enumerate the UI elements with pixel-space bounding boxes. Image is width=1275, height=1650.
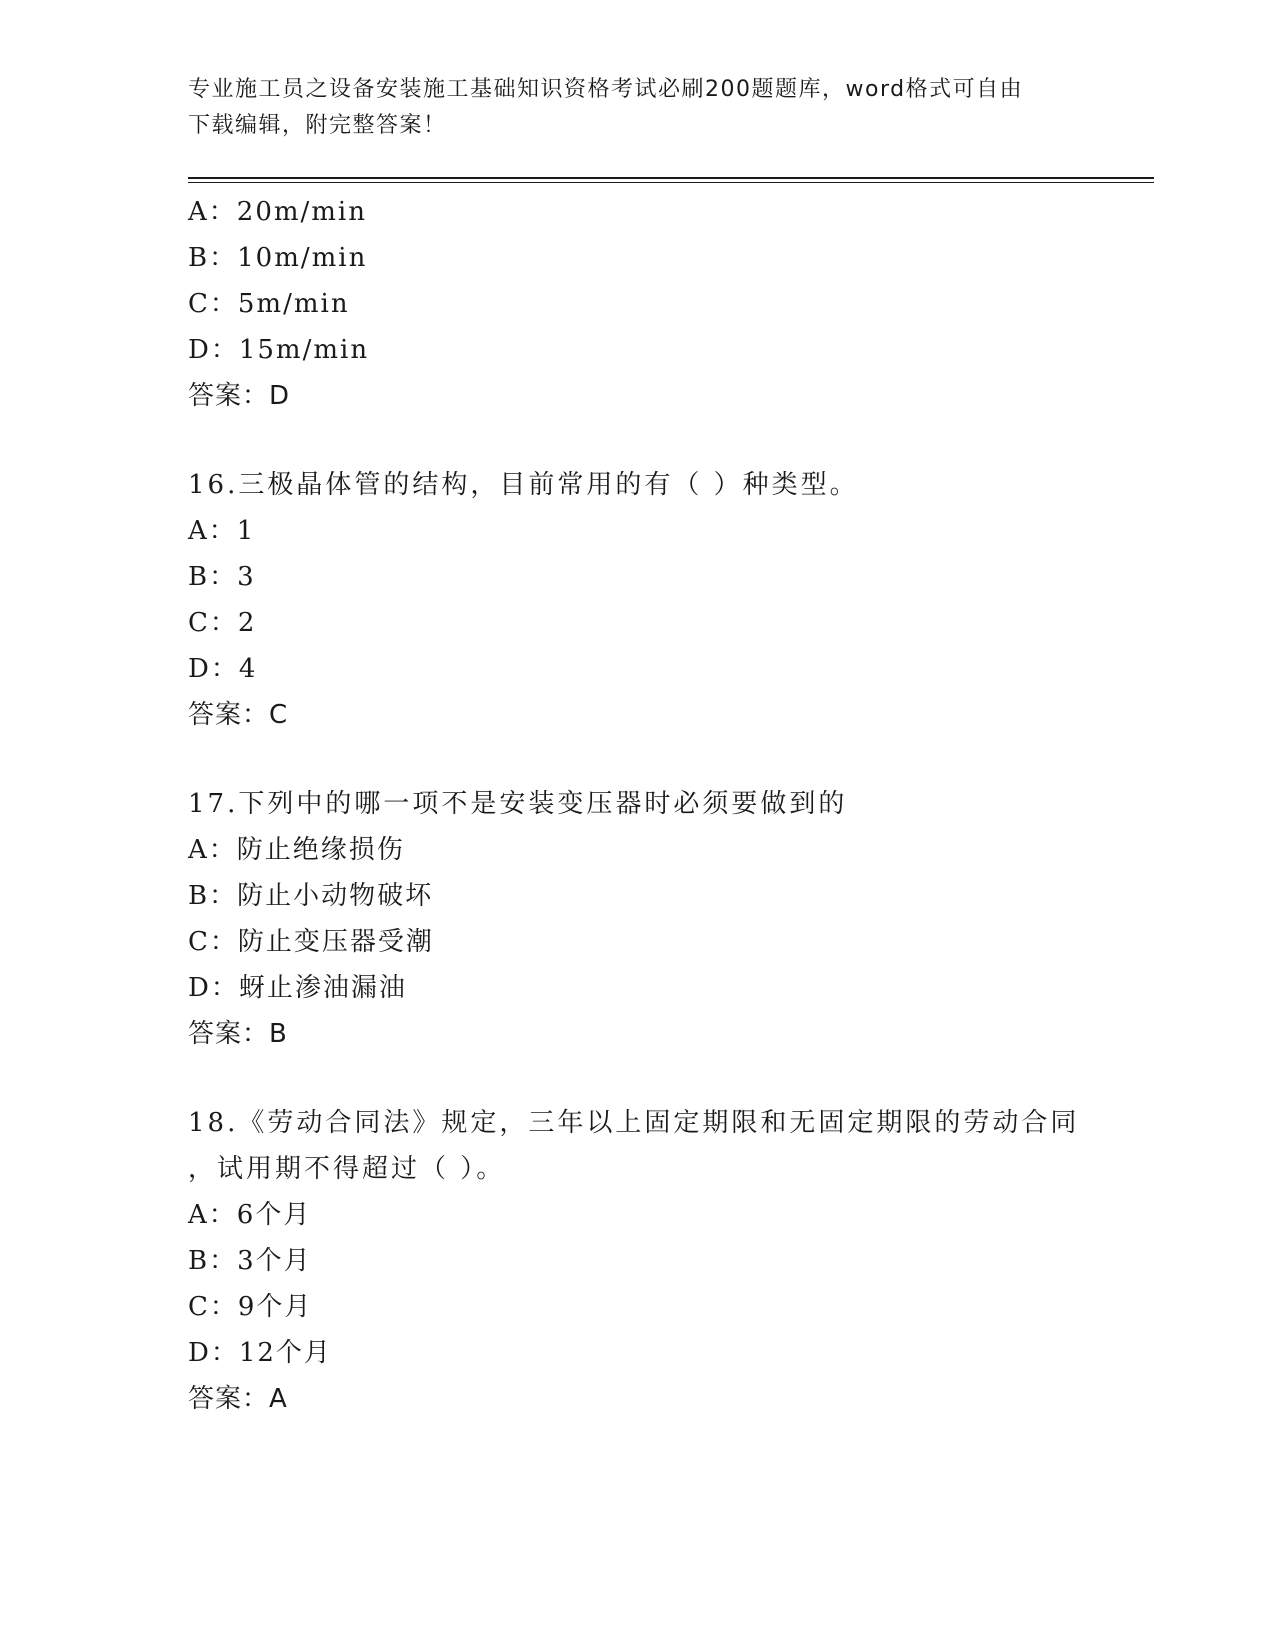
header-title-line-1: 专业施工员之设备安装施工基础知识资格考试必刷200题题库，word格式可自由 [188,77,1024,102]
option-d: D：蚜止渗油漏油 [188,973,407,1003]
question-18 [188,1100,1128,1422]
header-divider-thick [188,177,1154,179]
document-header [188,72,1088,144]
option-d: D：12个月 [188,1338,332,1368]
question-16 [188,462,1128,738]
header-divider-thin [188,182,1154,183]
question-list [188,189,1128,1422]
option-a: A：20m/min [188,197,367,227]
option-c: C：5m/min [188,289,350,319]
option-a: A：6个月 [188,1200,312,1230]
option-d: D：4 [188,654,258,684]
option-a: A：1 [188,516,256,546]
answer-line: 答案：D [188,381,291,411]
question-17 [188,781,1128,1057]
question-stem-line-2: ，试用期不得超过（ ）。 [188,1154,506,1184]
question-stem: 17.下列中的哪一项不是安装变压器时必须要做到的 [188,789,848,819]
header-title-line-2: 下载编辑，附完整答案！ [188,113,447,138]
answer-line: 答案：A [188,1384,288,1414]
option-b: B：3 [188,562,256,592]
option-c: C：9个月 [188,1292,313,1322]
option-b: B：防止小动物破坏 [188,881,434,911]
option-a: A：防止绝缘损伤 [188,835,405,865]
question-15-partial [188,189,1128,419]
question-stem-line-1: 18.《劳动合同法》规定，三年以上固定期限和无固定期限的劳动合同 [188,1108,1080,1138]
option-c: C：防止变压器受潮 [188,927,434,957]
answer-line: 答案：C [188,700,289,730]
option-c: C：2 [188,608,257,638]
option-b: B：3个月 [188,1246,312,1276]
option-b: B：10m/min [188,243,368,273]
question-stem: 16.三极晶体管的结构，目前常用的有（ ）种类型。 [188,470,859,500]
option-d: D：15m/min [188,335,370,365]
answer-line: 答案：B [188,1019,288,1049]
